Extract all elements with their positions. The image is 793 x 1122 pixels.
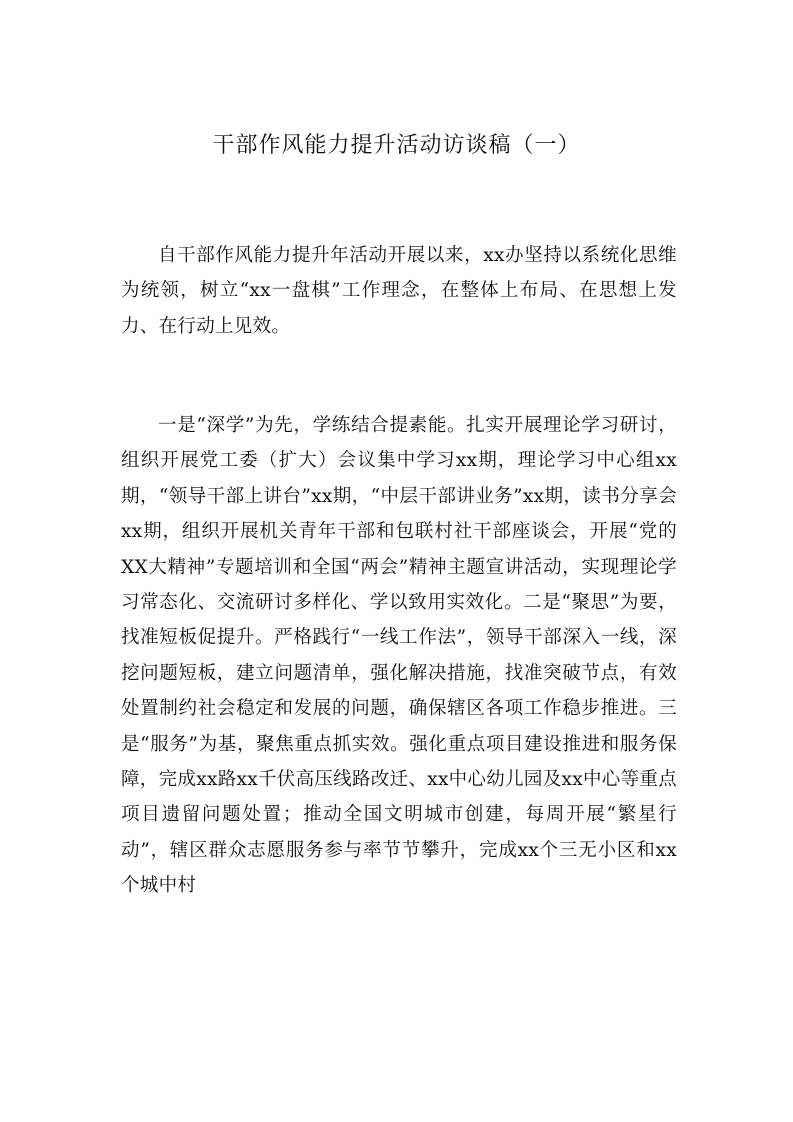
intro-paragraph: 自干部作风能力提升年活动开展以来，xx办坚持以系统化思维为统领，树立“xx一盘棋”工作理念，在整体上布局、在思想上发力、在行动上见效。 — [121, 245, 677, 337]
document-title: 干部作风能力提升活动访谈稿（一） — [212, 133, 581, 158]
body-paragraph: 一是“深学”为先，学练结合提素能。扎实开展理论学习研讨，组织开展党工委（扩大）会议集中学习xx期，理论学习中心组xx期，“领导干部上讲台”xx期，“中层干部讲业务”xx期，读书分享会xx期，组织开展机关青年干部和包联村社干部座谈会，开展“党的XX大精神”专题培训和全国“两会”精神主题宣讲活动，实现理论学习常态化、交流研讨多样化、学以致用实效化。二是“聚思”为要，找准短板促提升。严格践行“一线工作法”，领导干部深入一线，深挖问题短板，建立问题清单，强化解决措施，找准突破节点，有效处置制约社会稳定和发展的问题，确保辖区各项工作稳步推进。三是“服务”为基，聚焦重点抓实效。强化重点项目建设推进和服务保障，完成xx路xx千伏高压线路改迁、xx中心幼儿园及xx中心等重点项目遗留问题处置；推动全国文明城市创建，每周开展“繁星行动”，辖区群众志愿服务参与率节节攀升，完成xx个三无小区和xx个城中村 — [121, 415, 677, 897]
